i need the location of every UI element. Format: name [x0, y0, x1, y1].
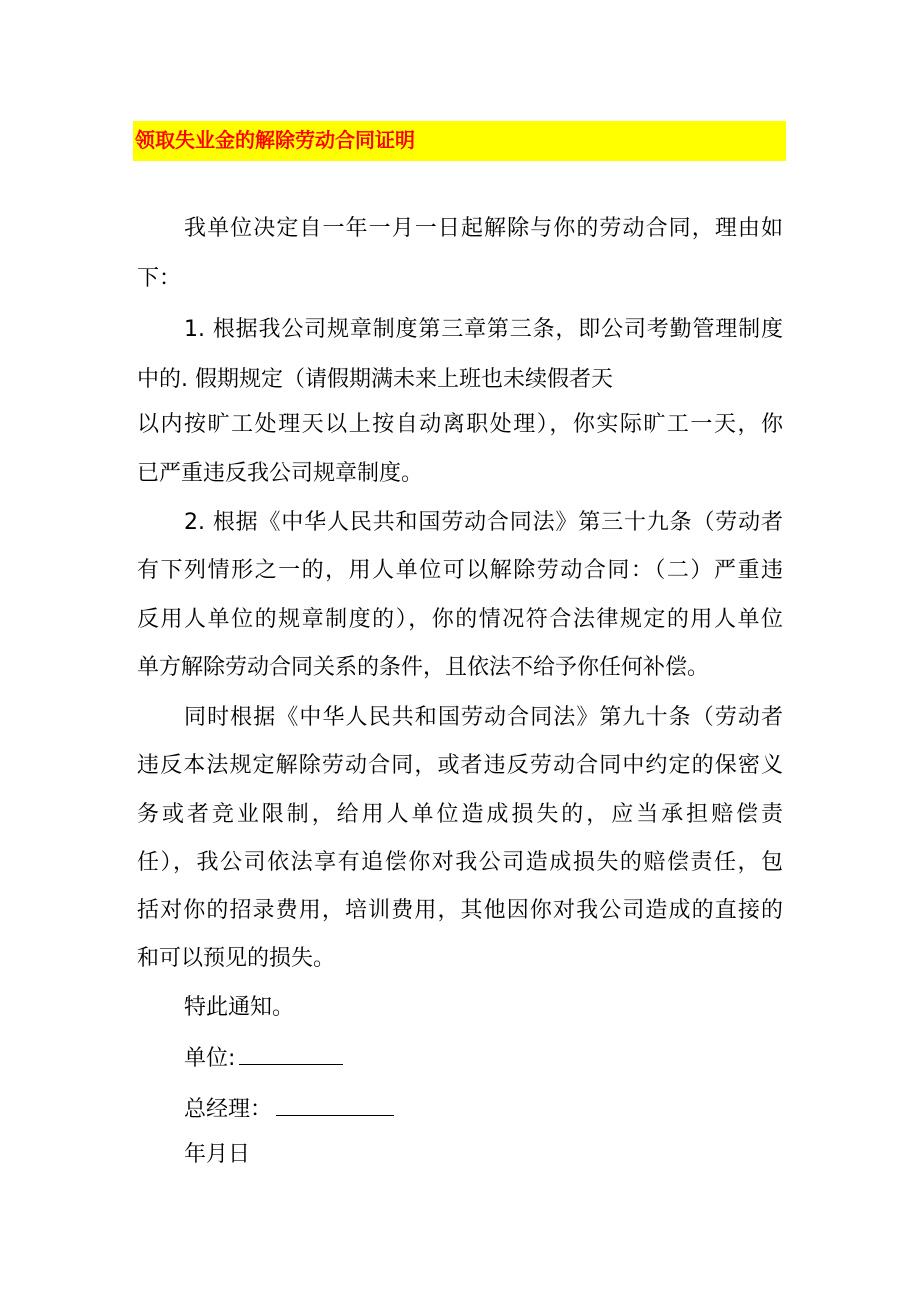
para3-line-3: 务或者竞业限制，给用人单位造成损失的，应当承担赔偿责: [137, 802, 783, 827]
para3-line-4: 任），我公司依法享有追偿你对我公司造成损失的赔偿责任，包: [137, 850, 783, 875]
para3-line-6: 和可以预见的损失。: [137, 946, 336, 971]
unit-label: 单位:: [184, 1046, 236, 1071]
manager-label: 总经理：: [184, 1097, 273, 1122]
title-highlight: [133, 121, 786, 161]
manager-blank: [276, 1093, 394, 1116]
item2-line-4: 单方解除劳动合同关系的条件，且依法不给予你任何补偿。: [137, 655, 710, 680]
intro-line-2: 下：: [137, 266, 182, 291]
item2-line-3: 反用人单位的规章制度的），你的情况符合法律规定的用人单位: [137, 607, 783, 632]
item2-line-1: 2. 根据《中华人民共和国劳动合同法》第三十九条（劳动者: [184, 510, 783, 535]
item1-line-4: 已严重违反我公司规章制度。: [137, 461, 424, 486]
para3-line-5: 括对你的招录费用，培训费用，其他因你对我公司造成的直接的: [137, 898, 783, 923]
item2-line-2: 有下列情形之一的，用人单位可以解除劳动合同：（二）严重违: [137, 558, 783, 583]
unit-blank: [239, 1042, 343, 1065]
document-title: 领取失业金的解除劳动合同证明: [135, 128, 415, 152]
para3-line-2: 违反本法规定解除劳动合同，或者违反劳动合同中约定的保密义: [137, 753, 783, 778]
unit-signature-line: [184, 1042, 343, 1074]
notice-text: 特此通知。: [184, 995, 295, 1020]
intro-line-1: 我单位决定自一年一月一日起解除与你的劳动合同，理由如: [184, 216, 783, 241]
manager-signature-line: [184, 1093, 394, 1125]
item1-line-3: 以内按旷工处理天以上按自动离职处理），你实际旷工一天，你: [137, 412, 783, 437]
date-line: 年月日: [184, 1142, 251, 1167]
item1-line-2: 中的. 假期规定（请假期满未来上班也未续假者天: [137, 367, 613, 392]
item1-line-1: 1. 根据我公司规章制度第三章第三条，即公司考勤管理制度: [184, 317, 783, 342]
para3-line-1: 同时根据《中华人民共和国劳动合同法》第九十条（劳动者: [184, 705, 783, 730]
